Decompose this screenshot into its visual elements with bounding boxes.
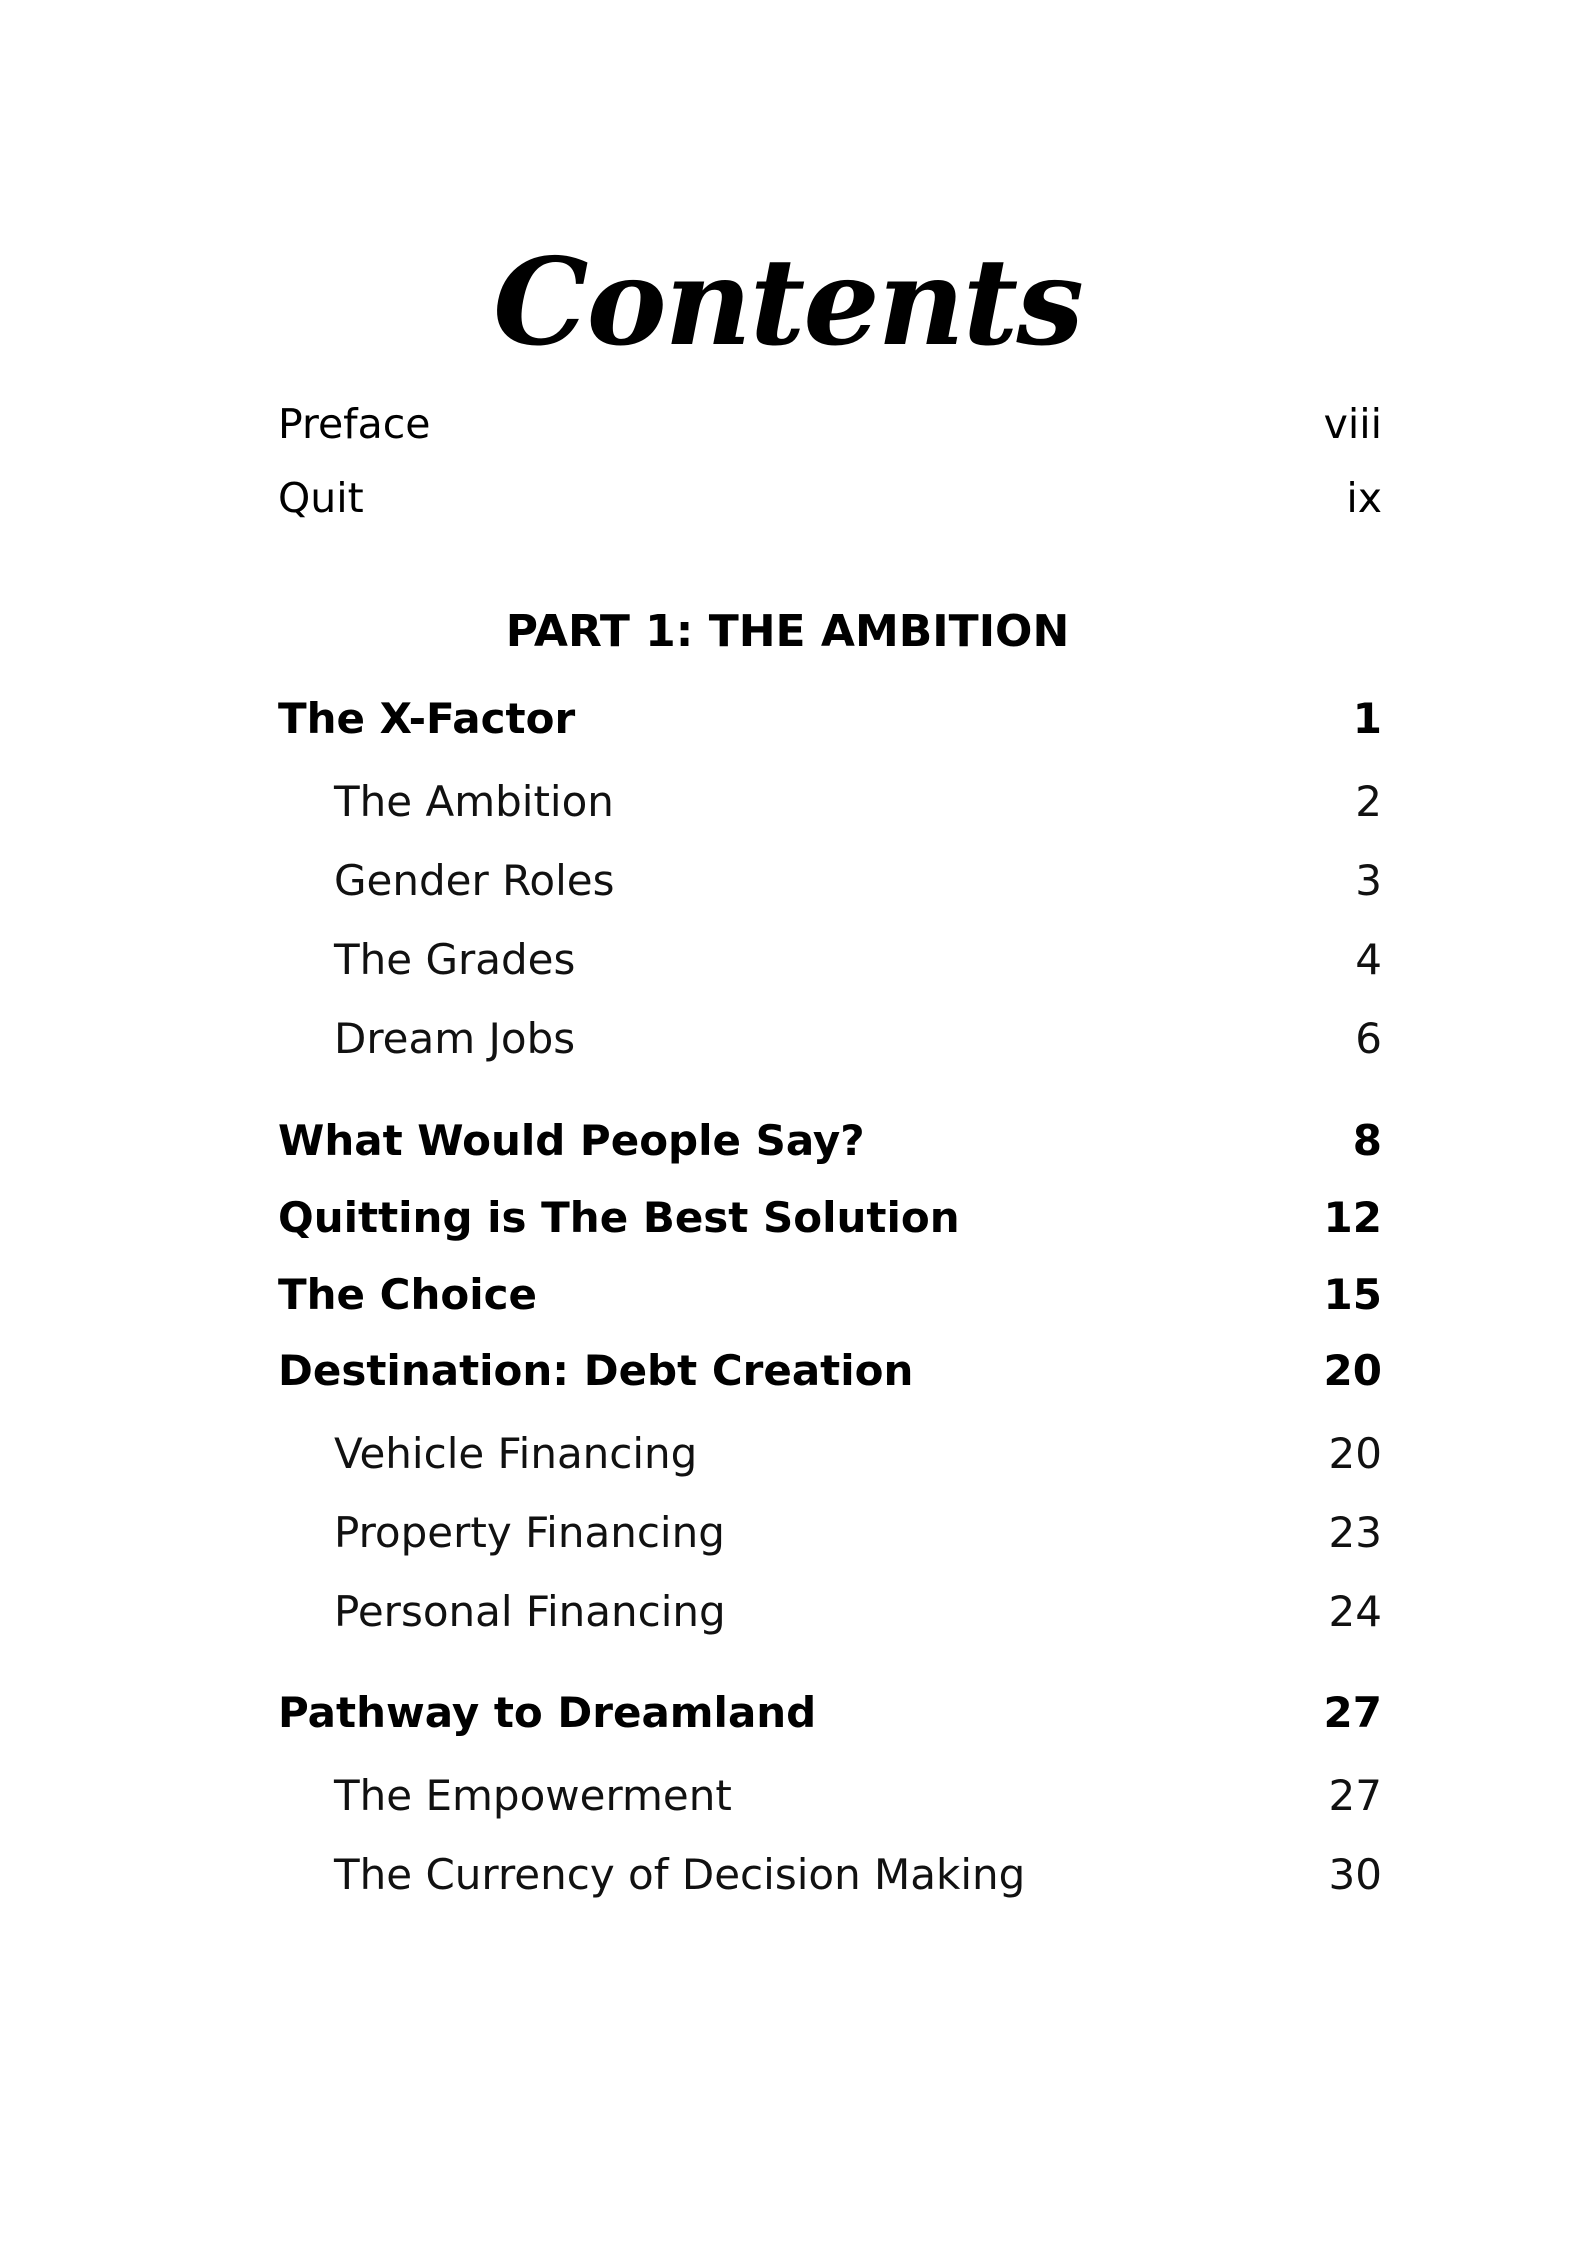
toc-chapter[interactable] [278, 1686, 1382, 1740]
toc-section[interactable] [278, 1585, 1382, 1639]
toc-section-page: 27 [1328, 1771, 1382, 1820]
toc-section[interactable] [278, 1848, 1382, 1902]
toc-section-page: 30 [1328, 1850, 1382, 1899]
toc-section[interactable] [278, 1769, 1382, 1823]
toc-section-label: The Currency of Decision Making [334, 1850, 1026, 1899]
toc-chapter-page: 8 [1352, 1116, 1382, 1165]
toc-section-page: 3 [1355, 856, 1382, 905]
toc-chapter-label: Destination: Debt Creation [278, 1346, 914, 1395]
toc-section[interactable] [278, 1012, 1382, 1066]
toc-chapter-label: Pathway to Dreamland [278, 1688, 817, 1737]
toc-section-page: 20 [1328, 1429, 1382, 1478]
toc-section-label: Gender Roles [334, 856, 615, 905]
toc-section-label: Vehicle Financing [334, 1429, 698, 1478]
toc-chapter-page: 20 [1323, 1346, 1382, 1395]
toc-chapter[interactable] [278, 1114, 1382, 1168]
toc-section-label: Personal Financing [334, 1587, 726, 1636]
toc-entry-page: ix [1346, 474, 1382, 522]
toc-section-label: The Empowerment [334, 1771, 732, 1820]
toc-chapter-label: What Would People Say? [278, 1116, 865, 1165]
toc-chapter-label: The X-Factor [278, 694, 576, 743]
toc-section-label: Dream Jobs [334, 1014, 576, 1063]
toc-entry-label: Preface [278, 400, 431, 448]
page-title: Contents [493, 232, 1082, 373]
toc-section-page: 4 [1355, 935, 1382, 984]
toc-section[interactable] [278, 775, 1382, 829]
toc-section-page: 6 [1355, 1014, 1382, 1063]
toc-section[interactable] [278, 1506, 1382, 1560]
toc-chapter-page: 27 [1323, 1688, 1382, 1737]
toc-chapter-label: Quitting is The Best Solution [278, 1193, 960, 1242]
toc-section-page: 2 [1355, 777, 1382, 826]
toc-section-label: The Ambition [334, 777, 614, 826]
toc-chapter-page: 12 [1323, 1193, 1382, 1242]
toc-entry-quit[interactable] [278, 472, 1382, 524]
toc-chapter-label: The Choice [278, 1270, 538, 1319]
toc-section-page: 23 [1328, 1508, 1382, 1557]
toc-section[interactable] [278, 854, 1382, 908]
toc-chapter[interactable] [278, 1268, 1382, 1322]
toc-entry-label: Quit [278, 474, 364, 522]
toc-section[interactable] [278, 933, 1382, 987]
toc-chapter-page: 15 [1323, 1270, 1382, 1319]
toc-chapter[interactable] [278, 1191, 1382, 1245]
toc-section[interactable] [278, 1427, 1382, 1481]
part-heading: PART 1: THE AMBITION [505, 606, 1070, 657]
toc-chapter[interactable] [278, 692, 1382, 746]
toc-entry-page: viii [1323, 400, 1382, 448]
toc-section-page: 24 [1328, 1587, 1382, 1636]
toc-chapter-page: 1 [1352, 694, 1382, 743]
toc-chapter[interactable] [278, 1344, 1382, 1398]
toc-section-label: Property Financing [334, 1508, 725, 1557]
toc-section-label: The Grades [334, 935, 576, 984]
toc-entry-preface[interactable] [278, 398, 1382, 450]
